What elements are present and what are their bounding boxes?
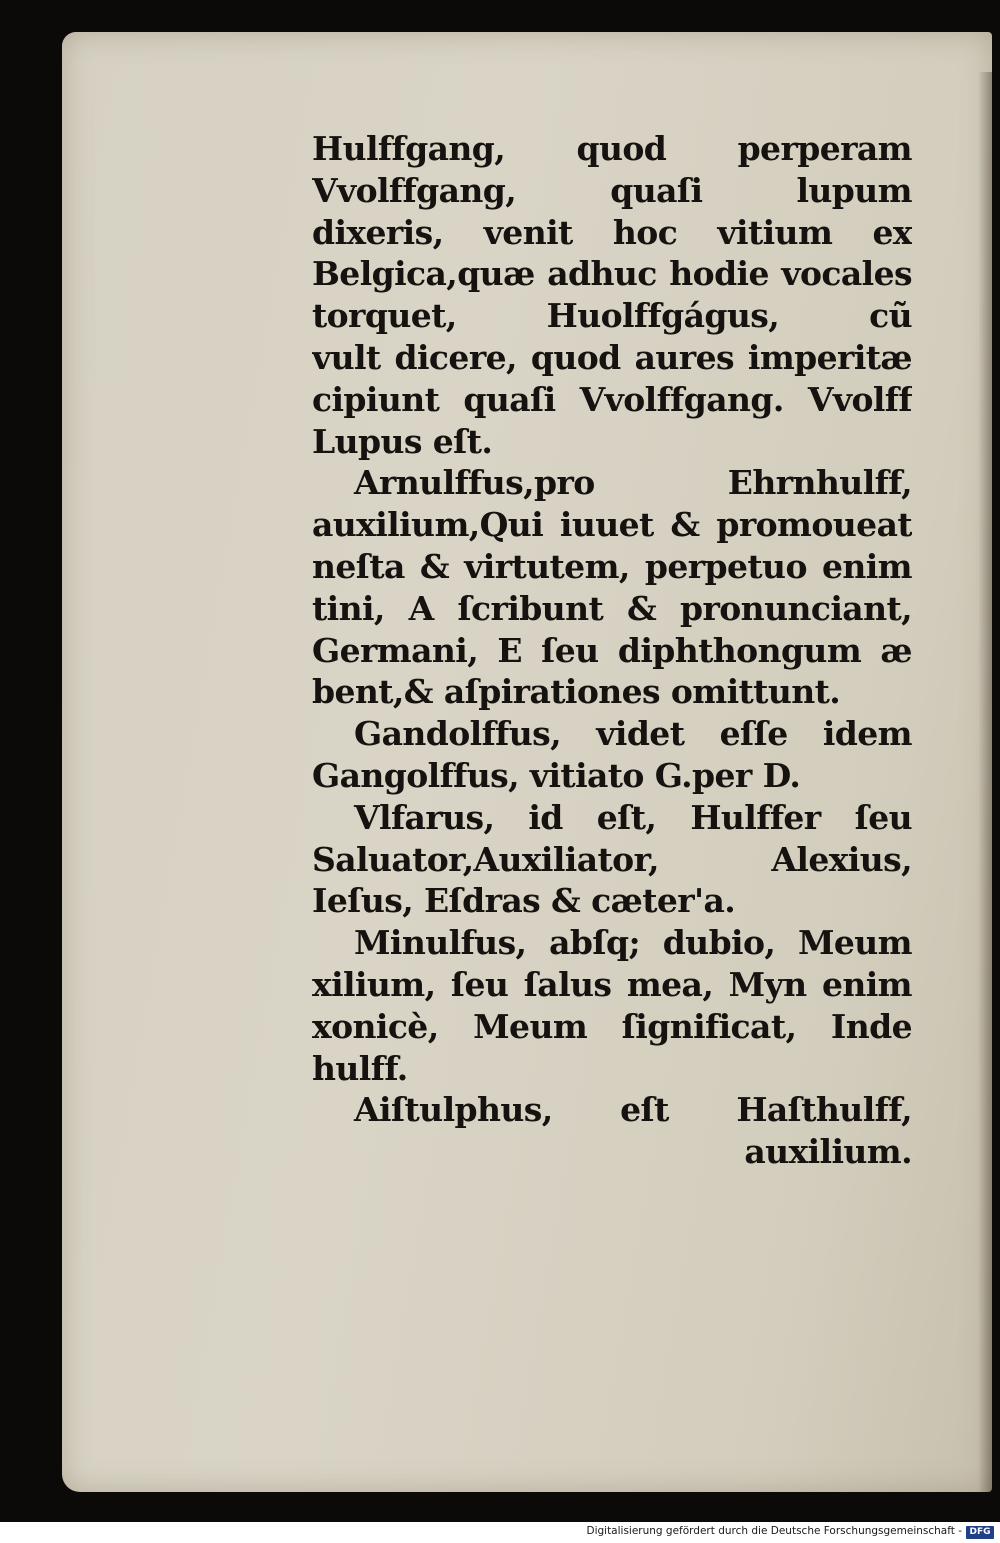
text-line: tini, A ſcribunt & pronunciant, — [312, 588, 912, 628]
text-line: neſta & virtutem, perpetuo enim — [312, 546, 912, 586]
text-line: auxilium. — [744, 1132, 912, 1172]
text-line: Belgica,quæ adhuc hodie vocales — [312, 254, 912, 294]
digitization-footer — [0, 1522, 1000, 1543]
text-line: Lupus eſt. — [312, 421, 493, 461]
text-line: Minulfus, abſq; dubio, Meum — [354, 923, 912, 963]
text-line: Hulffgang, quod perperam — [312, 129, 912, 168]
text-line: Germani, E ſeu diphthongum æ — [312, 630, 912, 670]
dfg-logo-icon[interactable]: DFG — [966, 1526, 994, 1539]
text-line: Gandolffus, videt eſſe idem — [354, 714, 912, 754]
text-line: Vlfarus, id eſt, Hulffer ſeu — [354, 797, 912, 837]
text-line: Saluator,Auxiliator, Alexius, — [312, 839, 912, 879]
text-line: xilium, ſeu ſalus mea, Myn enim — [312, 964, 912, 1004]
text-line: cipiunt quaſi Vvolffgang. Vvolff — [312, 379, 912, 419]
text-line: dixeris, venit hoc vitium ex — [312, 212, 912, 252]
text-line: hulff. — [312, 1048, 408, 1088]
text-line: vult dicere, quod aures imperitæ — [312, 337, 912, 377]
text-line: Gangolffus, vitiato G.per D. — [312, 755, 801, 795]
text-line: auxilium,Qui iuuet & promoueat — [312, 505, 912, 545]
text-line: Ieſus, Eſdras & cæter'a. — [312, 881, 736, 921]
text-line: torquet, Huolffgágus, cũ — [312, 296, 912, 336]
page-edge-shadow — [978, 72, 992, 1492]
text-line: Arnulffus,pro Ehrnhulff, — [354, 463, 912, 503]
text-line: bent,& aſpirationes omittunt. — [312, 672, 841, 712]
text-line: xonicè, Meum ſignificat, Inde — [312, 1006, 912, 1046]
text-line: Vvolffgang, quaſi lupum — [312, 170, 912, 210]
text-line: Aiſtulphus, eſt Haſthulff, — [354, 1090, 912, 1130]
latin-text-block — [312, 128, 912, 1173]
funding-credit: Digitalisierung gefördert durch die Deutsche Forschungsgemeinschaft - — [586, 1525, 962, 1537]
